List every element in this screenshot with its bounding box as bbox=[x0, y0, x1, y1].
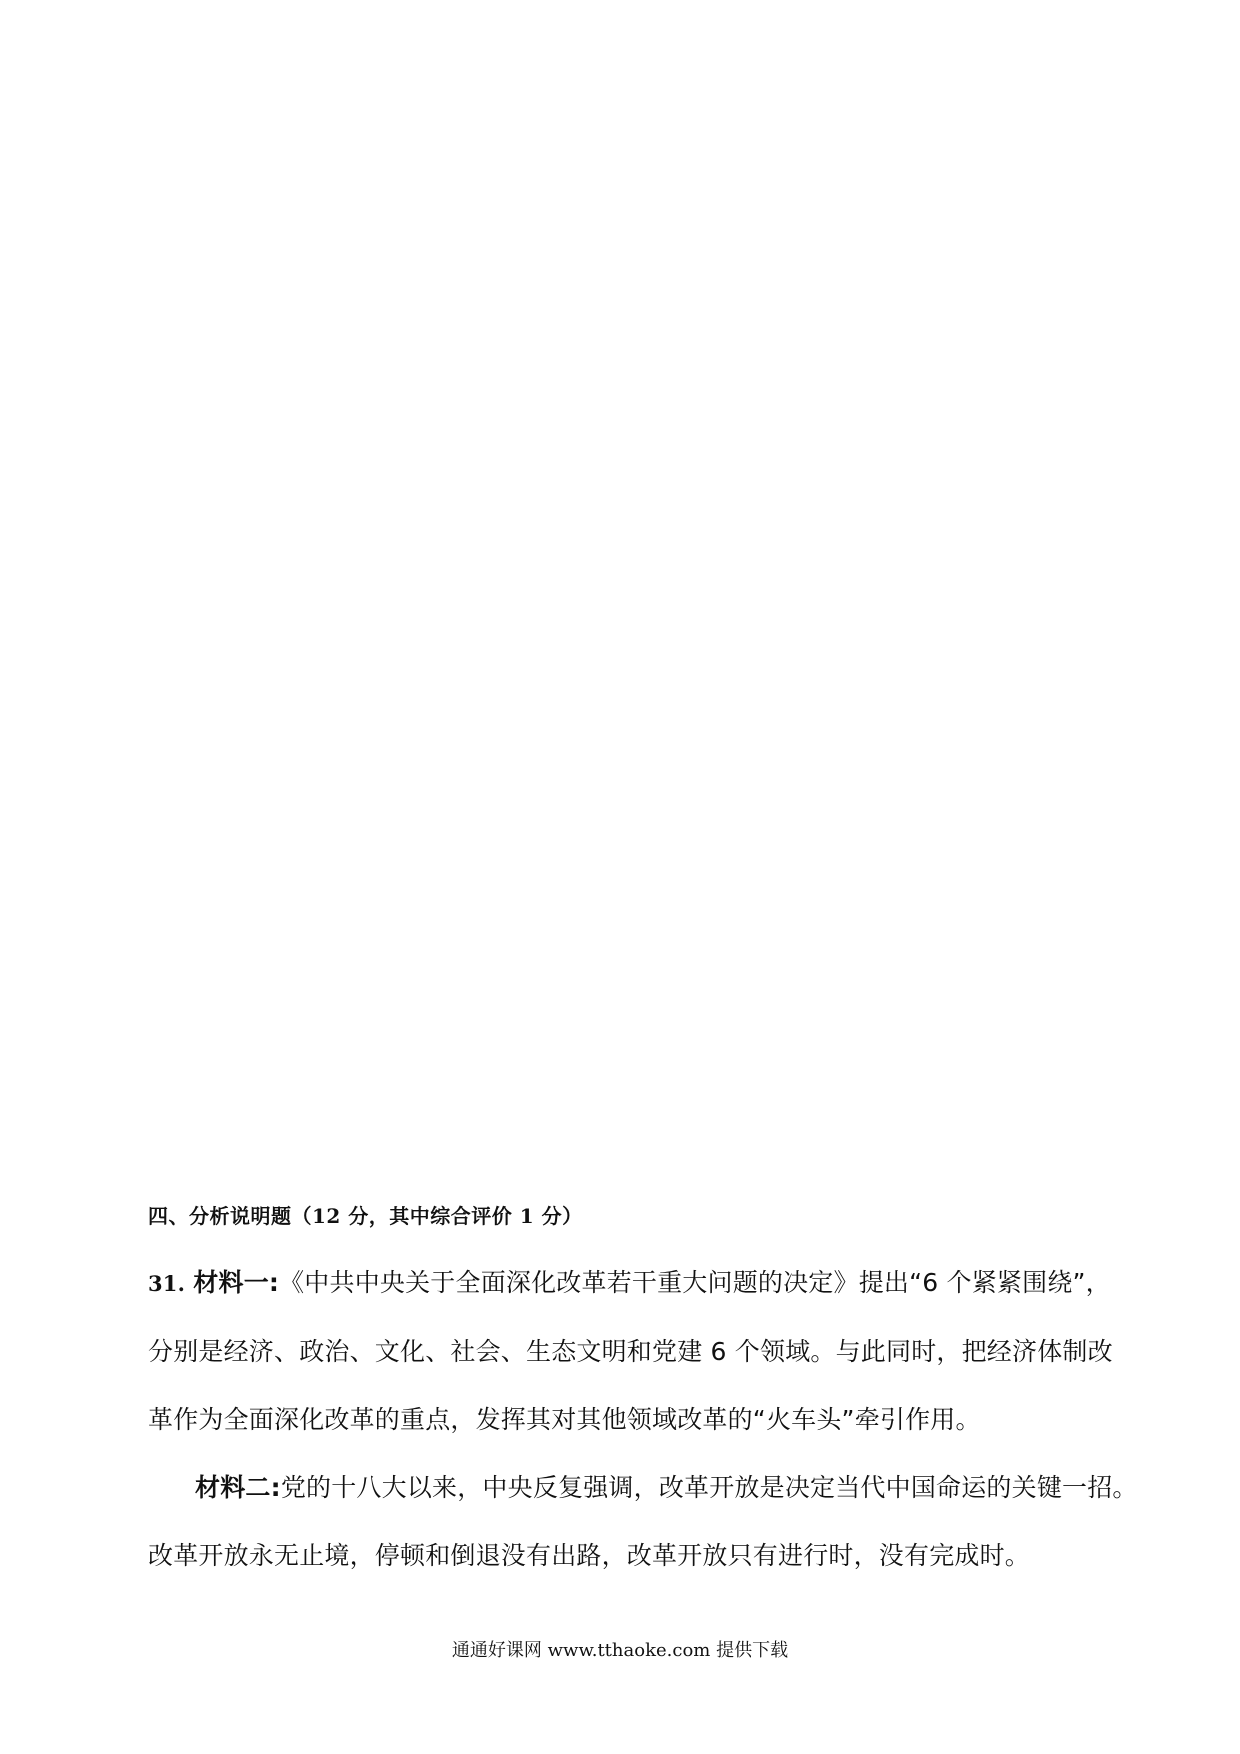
question-line-1 bbox=[148, 1263, 1111, 1299]
question-line-4 bbox=[195, 1468, 1138, 1504]
question-number: 31. bbox=[148, 1271, 186, 1296]
material-1-label: 材料一: bbox=[193, 1268, 280, 1297]
material-2-label: 材料二: bbox=[195, 1473, 281, 1502]
page-footer: 通通好课网 www.tthaoke.com 提供下载 bbox=[451, 1640, 789, 1661]
section-heading: 四、分析说明题（12 分，其中综合评价 1 分） bbox=[148, 1204, 583, 1228]
material-1-text-3: 革作为全面深化改革的重点，发挥其对其他领域改革的“火车头”牵引作用。 bbox=[148, 1405, 981, 1434]
material-1-text-2: 分别是经济、政治、文化、社会、生态文明和党建 6 个领域。与此同时，把经济体制改 bbox=[148, 1337, 1113, 1366]
material-2-text-1: 党的十八大以来，中央反复强调，改革开放是决定当代中国命运的关键一招。 bbox=[280, 1473, 1138, 1502]
material-1-text-1: 《中共中央关于全面深化改革若干重大问题的决定》提出“6 个紧紧围绕”， bbox=[279, 1268, 1111, 1297]
material-2-text-2: 改革开放永无止境，停顿和倒退没有出路，改革开放只有进行时，没有完成时。 bbox=[148, 1541, 1031, 1570]
